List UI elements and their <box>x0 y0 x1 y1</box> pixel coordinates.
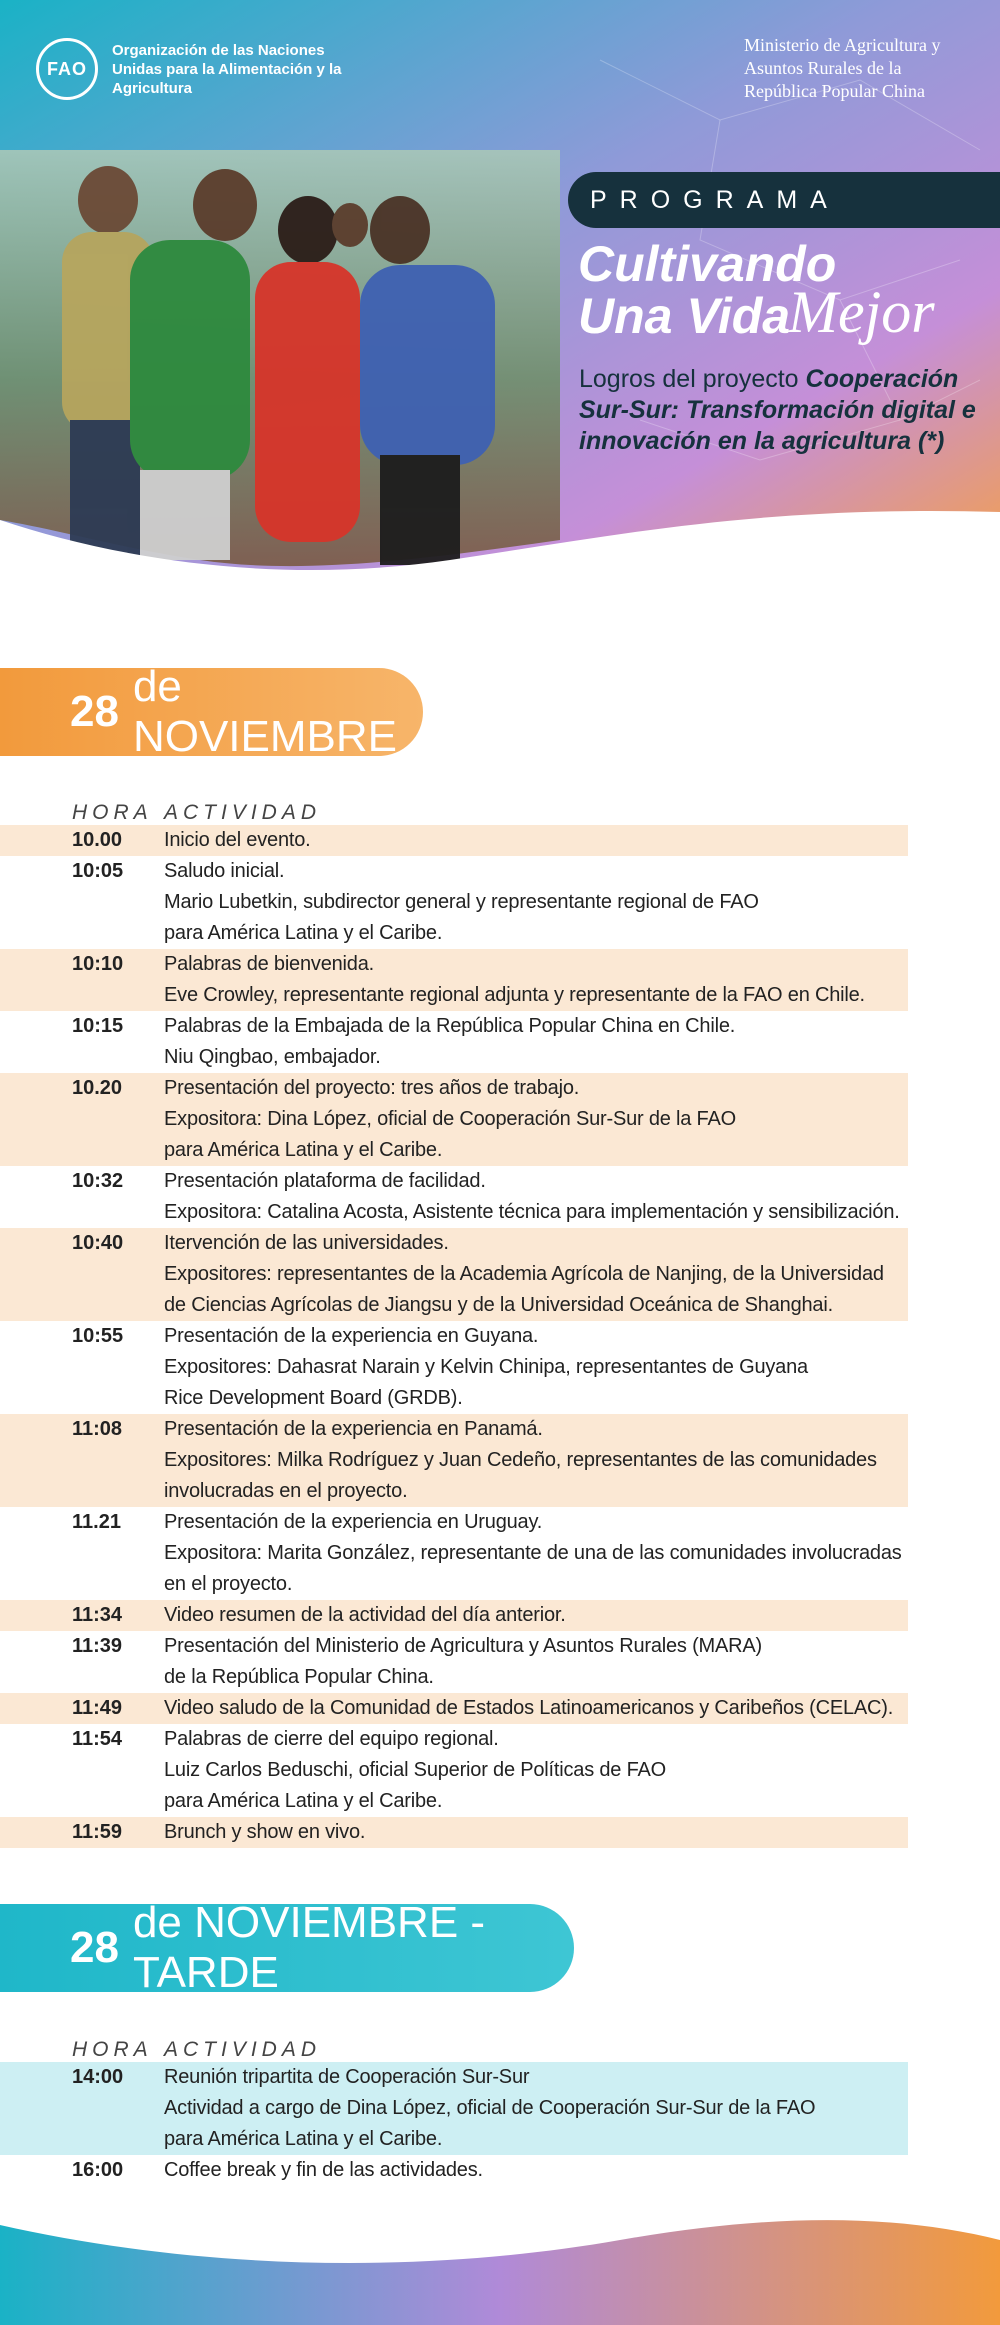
row-actividad <box>164 1011 908 1073</box>
subtitle-plain: Logros del proyecto <box>579 365 806 393</box>
column-header-actividad: ACTIVIDAD <box>164 2038 322 2061</box>
row-hora: 10.20 <box>72 1077 123 1099</box>
actividad-line: Rice Development Board (GRDB). <box>164 1387 463 1409</box>
table-row <box>0 1228 908 1321</box>
actividad-line: Reunión tripartita de Cooperación Sur-Sur <box>164 2066 530 2088</box>
header-banner <box>0 0 1000 580</box>
day-number: 28 <box>70 1923 119 1972</box>
actividad-line: Palabras de la Embajada de la República Popular China en Chile. <box>164 1015 736 1037</box>
table-row <box>0 1693 908 1724</box>
row-hora: 10:32 <box>72 1170 124 1192</box>
actividad-line: en el proyecto. <box>164 1573 293 1595</box>
row-hora: 16:00 <box>72 2159 124 2181</box>
row-hora: 10:40 <box>72 1232 124 1254</box>
table-row <box>0 1414 908 1507</box>
day-number: 28 <box>70 687 119 736</box>
actividad-line: Palabras de bienvenida. <box>164 953 374 975</box>
footer-wave <box>0 2200 1000 2325</box>
subtitle <box>579 364 979 457</box>
schedule-table-afternoon <box>0 2032 908 2186</box>
actividad-line: Expositores: representantes de la Academia Agrícola de Nanjing, de la Universidad <box>164 1263 884 1285</box>
row-actividad <box>164 1693 908 1724</box>
table-row <box>0 1507 908 1600</box>
schedule-rows <box>0 2062 908 2186</box>
actividad-line: Saludo inicial. <box>164 860 285 882</box>
actividad-line: para América Latina y el Caribe. <box>164 1139 443 1161</box>
column-header-hora: HORA <box>72 2038 153 2061</box>
day-heading-afternoon <box>0 1898 574 1997</box>
row-actividad <box>164 1724 908 1817</box>
actividad-line: Expositores: Dahasrat Narain y Kelvin Chinipa, representantes de Guyana <box>164 1356 808 1378</box>
actividad-line: Brunch y show en vivo. <box>164 1821 366 1843</box>
title-line-1: Cultivando <box>578 236 837 292</box>
row-actividad <box>164 1166 908 1228</box>
actividad-line: Expositora: Catalina Acosta, Asistente técnica para implementación y sensibilización. <box>164 1201 900 1223</box>
title-line-2: Una Vida <box>578 288 791 344</box>
table-row <box>0 1073 908 1166</box>
actividad-line: para América Latina y el Caribe. <box>164 1790 443 1812</box>
table-row <box>0 856 908 949</box>
row-actividad <box>164 1631 908 1693</box>
fao-logo <box>36 38 342 100</box>
actividad-line: Coffee break y fin de las actividades. <box>164 2159 483 2181</box>
actividad-line: Presentación de la experiencia en Uruguay. <box>164 1511 543 1533</box>
row-actividad <box>164 949 908 1011</box>
column-header-actividad: ACTIVIDAD <box>164 801 322 824</box>
actividad-line: Itervención de las universidades. <box>164 1232 449 1254</box>
actividad-line: de Ciencias Agrícolas de Jiangsu y de la Universidad Oceánica de Shanghai. <box>164 1294 833 1316</box>
row-hora: 11:08 <box>72 1418 123 1440</box>
day-text: de NOVIEMBRE - TARDE <box>132 1898 486 1997</box>
table-row <box>0 1166 908 1228</box>
column-header-hora: HORA <box>72 801 153 824</box>
actividad-line: para América Latina y el Caribe. <box>164 2128 443 2150</box>
actividad-line: para América Latina y el Caribe. <box>164 922 443 944</box>
table-row <box>0 1817 908 1848</box>
day-heading-morning <box>0 662 423 761</box>
row-actividad <box>164 1600 908 1631</box>
row-actividad <box>164 1817 908 1848</box>
table-row <box>0 1600 908 1631</box>
actividad-line: Presentación de la experiencia en Panamá. <box>164 1418 543 1440</box>
actividad-line: Expositora: Marita González, representante de una de las comunidades involucradas <box>164 1542 902 1564</box>
row-hora: 11:39 <box>72 1635 123 1657</box>
table-row <box>0 2155 908 2186</box>
schedule-rows <box>0 825 908 1848</box>
actividad-line: Presentación del proyecto: tres años de trabajo. <box>164 1077 580 1099</box>
row-actividad <box>164 1507 908 1600</box>
actividad-line: Palabras de cierre del equipo regional. <box>164 1728 499 1750</box>
actividad-line: Video resumen de la actividad del día anterior. <box>164 1604 566 1626</box>
actividad-line: Presentación de la experiencia en Guyana. <box>164 1325 539 1347</box>
actividad-line: de la República Popular China. <box>164 1666 434 1688</box>
actividad-line: involucradas en el proyecto. <box>164 1480 408 1502</box>
table-row <box>0 1724 908 1817</box>
row-actividad <box>164 825 908 856</box>
row-actividad <box>164 1073 908 1166</box>
row-hora: 10:15 <box>72 1015 124 1037</box>
row-hora: 10:10 <box>72 953 124 975</box>
row-actividad <box>164 1321 908 1414</box>
row-actividad <box>164 856 908 949</box>
row-hora: 11:59 <box>72 1821 123 1843</box>
ministry-name: Ministerio de Agricultura y Asuntos Rurales de la República Popular China <box>744 35 941 101</box>
row-hora: 14:00 <box>72 2066 124 2088</box>
actividad-line: Actividad a cargo de Dina López, oficial de Cooperación Sur-Sur de la FAO <box>164 2097 816 2119</box>
row-hora: 11:49 <box>72 1697 123 1719</box>
table-row <box>0 825 908 856</box>
actividad-line: Luiz Carlos Beduschi, oficial Superior de Políticas de FAO <box>164 1759 666 1781</box>
actividad-line: Presentación plataforma de facilidad. <box>164 1170 486 1192</box>
day-text: de NOVIEMBRE <box>132 662 397 761</box>
subtitle-bold: Cooperación Sur-Sur: Transformación digital e innovación en la agricultura (*) <box>579 365 976 455</box>
row-actividad <box>164 1414 908 1507</box>
fao-organization-name: Organización de las Naciones Unidas para la Alimentación y la Agricultura <box>112 41 342 97</box>
actividad-line: Niu Qingbao, embajador. <box>164 1046 381 1068</box>
row-hora: 11:54 <box>72 1728 123 1750</box>
row-hora: 11.21 <box>72 1511 121 1533</box>
schedule-table-morning <box>0 795 908 1848</box>
row-actividad <box>164 1228 908 1321</box>
row-actividad <box>164 2062 908 2155</box>
table-row <box>0 1321 908 1414</box>
row-hora: 11:34 <box>72 1604 123 1626</box>
row-actividad <box>164 2155 908 2186</box>
title-mejor: Mejor <box>788 279 935 345</box>
actividad-line: Inicio del evento. <box>164 829 311 851</box>
row-hora: 10.00 <box>72 829 123 851</box>
row-hora: 10:05 <box>72 860 124 882</box>
actividad-line: Presentación del Ministerio de Agricultura y Asuntos Rurales (MARA) <box>164 1635 762 1657</box>
table-row <box>0 1011 908 1073</box>
table-row <box>0 949 908 1011</box>
table-header <box>0 2032 908 2062</box>
row-hora: 10:55 <box>72 1325 124 1347</box>
actividad-line: Mario Lubetkin, subdirector general y representante regional de FAO <box>164 891 759 913</box>
actividad-line: Video saludo de la Comunidad de Estados Latinoamericanos y Caribeños (CELAC). <box>164 1697 894 1719</box>
table-header <box>0 795 908 825</box>
fao-emblem-icon: FAO <box>36 38 98 100</box>
actividad-line: Expositores: Milka Rodríguez y Juan Cedeño, representantes de las comunidades <box>164 1449 877 1471</box>
programa-label: PROGRAMA <box>590 185 840 214</box>
programa-band <box>568 172 1000 228</box>
table-row <box>0 2062 908 2155</box>
actividad-line: Eve Crowley, representante regional adjunta y representante de la FAO en Chile. <box>164 984 865 1006</box>
actividad-line: Expositora: Dina López, oficial de Cooperación Sur-Sur de la FAO <box>164 1108 736 1130</box>
table-row <box>0 1631 908 1693</box>
